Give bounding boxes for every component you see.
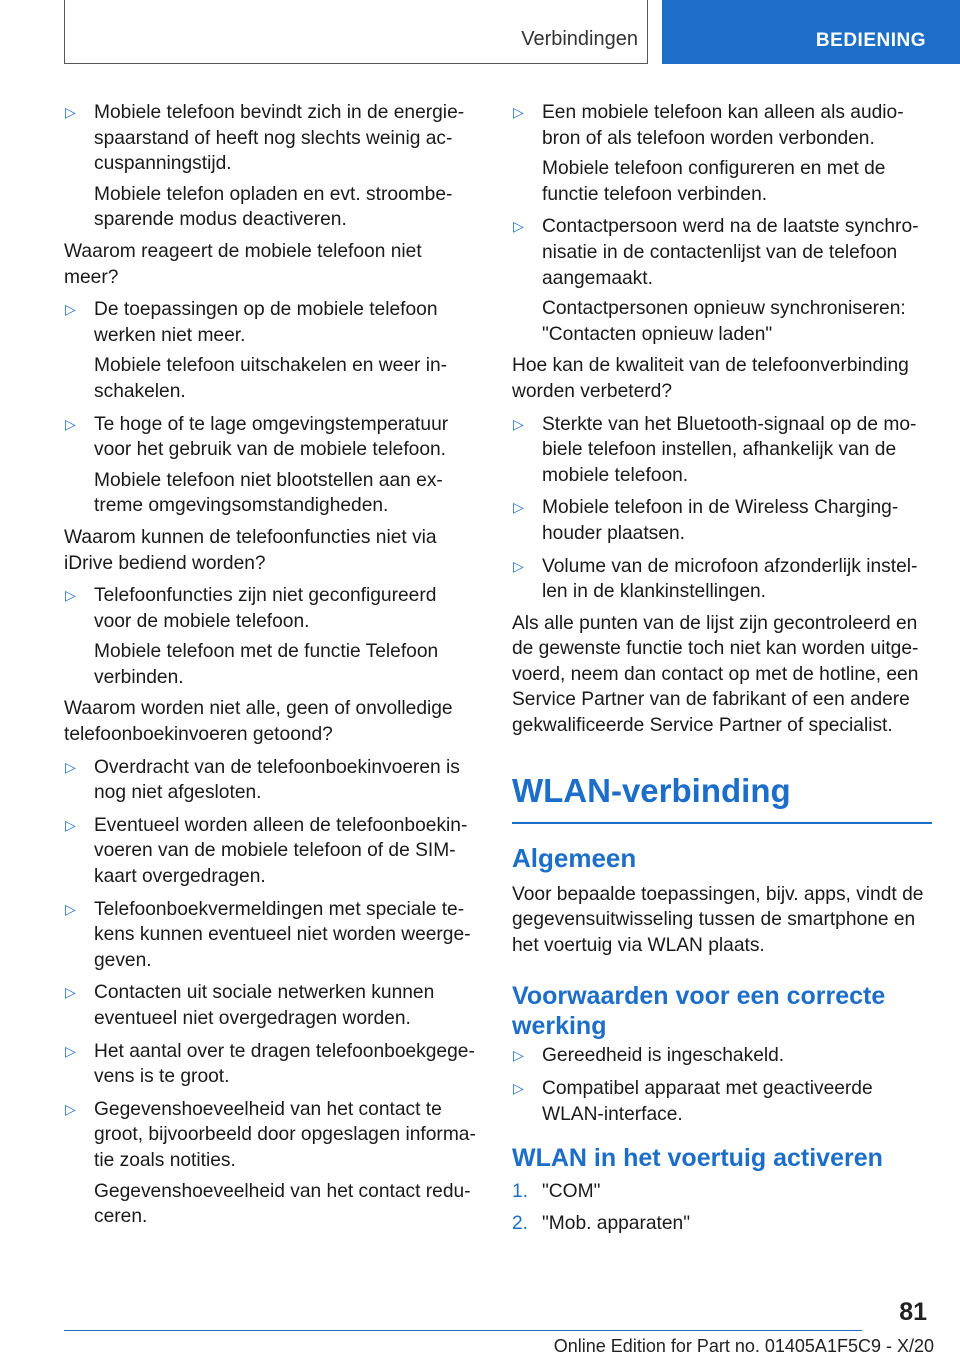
bullet-item: [512, 412, 932, 489]
bullet-triangle-icon: ▷: [65, 1042, 76, 1059]
bullet-triangle-icon: ▷: [513, 415, 524, 432]
step-text: "COM": [542, 1181, 601, 1203]
paragraph: Voor bepaalde toepassingen, bijv. apps, vindt de gegevensuitwisseling tussen de smartphone en het voertuig via WLAN plaats.: [512, 883, 924, 956]
bullet-text: Mobiele telefoon in de Wireless Charging-houder plaatsen.: [542, 497, 899, 544]
bullet-text: Telefoonboekvermeldingen met speciale tekens kunnen eventueel niet worden weergegeven.: [94, 898, 471, 971]
left-column: [64, 100, 478, 1230]
bullet-item: [512, 1076, 932, 1127]
bullet-item: [64, 1039, 478, 1090]
chapter-label: BEDIENING: [815, 30, 926, 51]
subheading: Voorwaarden voor een correcte werking: [512, 982, 886, 1041]
bullet-text: Een mobiele telefoon kan alleen als audiobron of als telefoon worden verbonden.: [542, 102, 904, 149]
bullet-item: [64, 755, 478, 806]
bullet-text: Contactpersonen opnieuw synchroniseren: "Contacten opnieuw laden": [542, 298, 906, 345]
bullet-triangle-icon: ▷: [65, 816, 76, 833]
bullet-item: [64, 412, 478, 519]
paragraph: Waarom worden niet alle, geen of onvolledige telefoonboekinvoeren getoond?: [64, 698, 453, 746]
footer-rule: [64, 1330, 862, 1331]
bullet-item: [64, 980, 478, 1031]
bullet-text: Mobiele telefoon met de functie Telefoon verbinden.: [94, 641, 439, 688]
bullet-item: [512, 554, 932, 605]
bullet-text: Gegevenshoeveelheid van het contact reduceren.: [94, 1180, 471, 1228]
bullet-text: Te hoge of te lage omgevingstemperatuur voor het gebruik van de mobiele telefoon.: [94, 413, 449, 461]
bullet-item: [64, 1097, 478, 1230]
right-column: [512, 100, 932, 1236]
bullet-item: [64, 897, 478, 974]
bullet-item: [64, 583, 478, 690]
bullet-triangle-icon: ▷: [65, 758, 76, 775]
bullet-triangle-icon: ▷: [513, 218, 524, 235]
step-number: 1.: [512, 1181, 529, 1203]
bullet-text: Mobiele telefoon configureren en met de functie telefoon verbinden.: [542, 158, 886, 205]
step-number: 2.: [512, 1212, 529, 1234]
bullet-text: Telefoonfuncties zijn niet geconfigureerd voor de mobiele telefoon.: [94, 585, 437, 632]
paragraph: Waarom kunnen de telefoonfuncties niet via iDrive bediend worden?: [64, 526, 437, 574]
bullet-text: Contactpersoon werd na de laatste synchronisatie in de contactenlijst van de telefoon aangemaakt.: [542, 216, 919, 289]
bullet-text: Gereedheid is ingeschakeld.: [542, 1045, 785, 1067]
bullet-text: De toepassingen op de mobiele telefoon werken niet meer.: [94, 299, 438, 346]
section-title: Verbindingen: [521, 28, 638, 50]
numbered-step: [512, 1179, 932, 1205]
bullet-triangle-icon: ▷: [65, 1100, 76, 1117]
bullet-triangle-icon: ▷: [513, 1047, 524, 1064]
bullet-item: [64, 100, 478, 233]
paragraph: Als alle punten van de lijst zijn gecontroleerd en de gewenste functie toch niet kan worden uitgevoerd, neem dan contact op met de hotline, een Service Partner van de fabrikant of een andere gekwalificeerde Service Partner of specialist.: [512, 612, 919, 737]
bullet-item: [512, 495, 932, 546]
chapter-tab: [662, 0, 960, 64]
bullet-text: Het aantal over te dragen telefoonboekgegevens is te groot.: [94, 1040, 475, 1088]
bullet-text: Eventueel worden alleen de telefoonboekinvoeren van de mobiele telefoon of de SIM-kaart overgedragen.: [94, 814, 468, 888]
bullet-triangle-icon: ▷: [513, 1080, 524, 1097]
bullet-text: Mobiele telefon opladen en evt. stroombesparende modus deactiveren.: [94, 183, 453, 231]
bullet-text: Mobiele telefoon uitschakelen en weer inschakelen.: [94, 355, 448, 402]
paragraph: Hoe kan de kwaliteit van de telefoonverbinding worden verbeterd?: [512, 355, 909, 402]
bullet-triangle-icon: ▷: [65, 984, 76, 1001]
bullet-item: [64, 297, 478, 404]
paragraph: Waarom reageert de mobiele telefoon niet meer?: [64, 240, 422, 288]
bullet-item: [512, 1043, 932, 1069]
bullet-triangle-icon: ▷: [65, 104, 76, 120]
bullet-triangle-icon: ▷: [513, 499, 524, 516]
bullet-item: [512, 100, 932, 207]
numbered-step: [512, 1211, 932, 1237]
bullet-item: [512, 214, 932, 347]
bullet-text: Mobiele telefoon bevindt zich in de energiespaarstand of heeft nog slechts weinig accuspanningstijd.: [94, 102, 465, 175]
bullet-triangle-icon: ▷: [65, 415, 76, 432]
bullet-triangle-icon: ▷: [65, 301, 76, 318]
section-heading: WLAN-verbinding: [512, 770, 932, 824]
bullet-triangle-icon: ▷: [513, 104, 524, 120]
bullet-triangle-icon: ▷: [65, 900, 76, 917]
bullet-item: [64, 813, 478, 890]
bullet-text: Compatibel apparaat met geactiveerde WLAN-interface.: [542, 1078, 873, 1125]
footer-edition: Online Edition for Part no. 01405A1F5C9 - X/20: [553, 1336, 934, 1356]
bullet-text: Gegevenshoeveelheid van het contact te groot, bijvoorbeeld door opgeslagen informatie zoals notities.: [94, 1098, 476, 1171]
bullet-text: Sterkte van het Bluetooth-signaal op de mobiele telefoon instellen, afhankelijk van de mobiele telefoon.: [542, 413, 917, 486]
bullet-triangle-icon: ▷: [513, 557, 524, 574]
bullet-text: Contacten uit sociale netwerken kunnen eventueel niet overgedragen worden.: [94, 982, 435, 1029]
bullet-triangle-icon: ▷: [65, 587, 76, 604]
bullet-text: Overdracht van de telefoonboekinvoeren is nog niet afgesloten.: [94, 756, 460, 804]
subheading: Algemeen: [512, 842, 637, 873]
step-text: "Mob. apparaten": [542, 1212, 691, 1234]
page-number: 81: [899, 1298, 927, 1326]
bullet-text: Mobiele telefoon niet blootstellen aan extreme omgevingsomstandigheden.: [94, 469, 443, 517]
bullet-text: Volume van de microfoon afzonderlijk instellen in de klankinstellingen.: [542, 555, 918, 603]
subheading: WLAN in het voertuig activeren: [512, 1144, 883, 1173]
